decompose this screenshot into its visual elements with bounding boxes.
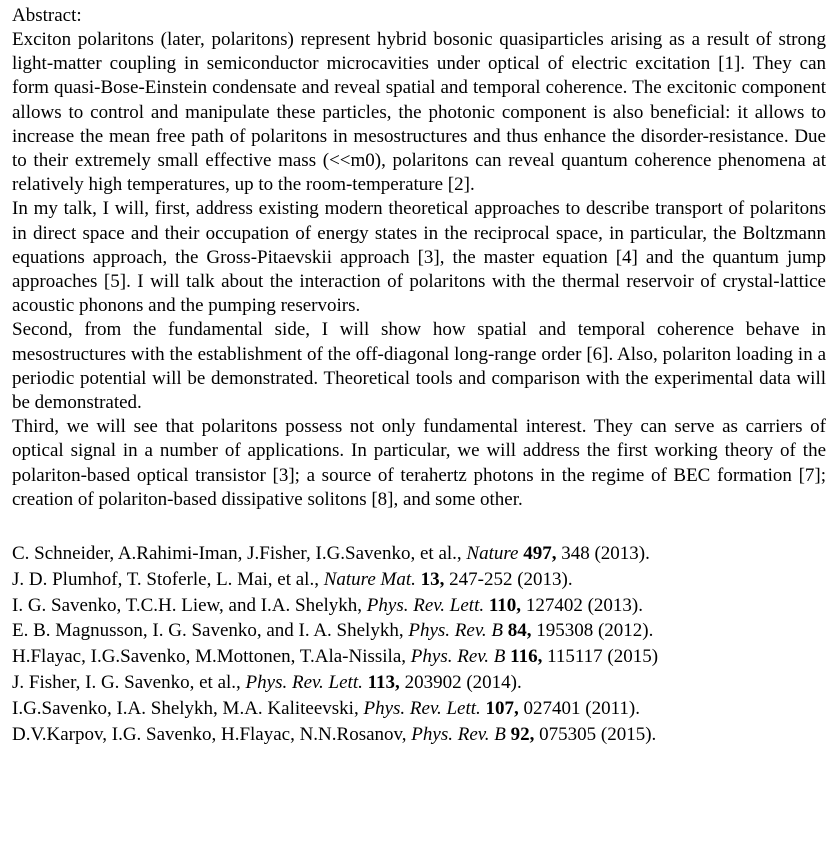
reference-volume: 116, (505, 646, 543, 668)
reference-journal: Nature Mat. (323, 568, 416, 590)
reference-authors: C. Schneider, A.Rahimi-Iman, J.Fisher, I.G.Savenko, et al., (12, 543, 467, 565)
section-gap (12, 512, 826, 536)
reference-authors: H.Flayac, I.G.Savenko, M.Mottonen, T.Ala-Nissila, (12, 646, 411, 668)
reference-item (12, 618, 826, 644)
reference-item (12, 593, 826, 619)
reference-authors: J. Fisher, I. G. Savenko, et al., (12, 672, 246, 694)
reference-journal: Phys. Rev. B (411, 723, 506, 745)
reference-pages-year: 203902 (2014). (399, 672, 522, 694)
reference-authors: I. G. Savenko, T.C.H. Liew, and I.A. Shelykh, (12, 594, 367, 616)
reference-item (12, 696, 826, 722)
reference-journal: Nature (466, 543, 519, 565)
reference-item (12, 541, 826, 567)
reference-item (12, 722, 826, 748)
reference-authors: D.V.Karpov, I.G. Savenko, H.Flayac, N.N.Rosanov, (12, 723, 412, 745)
reference-journal: Phys. Rev. Lett. (363, 697, 481, 719)
abstract-paragraph-1: Exciton polaritons (later, polaritons) represent hybrid bosonic quasiparticles arising as a result of strong light-matter coupling in semiconductor microcavities under optical of electric excitation [1]. They can form quasi-Bose-Einstein condensate and reveal spatial and temporal coherence. The excitonic component allows to control and manipulate these particles, the photonic component is also beneficial: it allows to increase the mean free path of polaritons in mesostructures and thus enhance the disorder-resistance. Due to their extremely small effective mass (<<m0), polaritons can reveal quantum coherence phenomena at relatively high temperatures, up to the room-temperature [2]. (12, 29, 826, 196)
reference-volume: 84, (502, 620, 532, 642)
reference-volume: 497, (518, 543, 557, 565)
reference-authors: I.G.Savenko, I.A. Shelykh, M.A. Kaliteevski, (12, 697, 364, 719)
reference-volume: 110, (484, 594, 522, 616)
abstract-paragraph-4: Third, we will see that polaritons possess not only fundamental interest. They can serve as carriers of optical signal in a number of applications. In particular, we will address the first working theory of the polariton-based optical transistor [3]; a source of terahertz photons in the regime of BEC formation [7]; creation of polariton-based dissipative solitons [8], and some other. (12, 416, 826, 510)
reference-pages-year: 348 (2013). (556, 543, 650, 565)
reference-journal: Phys. Rev. B (410, 646, 506, 668)
reference-pages-year: 027401 (2011). (518, 697, 640, 719)
reference-volume: 113, (362, 672, 400, 694)
abstract-paragraph-3: Second, from the fundamental side, I will show how spatial and temporal coherence behave in mesostructures with the establishment of the off-diagonal long-range order [6]. Also, polariton loading in a periodic potential will be demonstrated. Theoretical tools and comparison with the experimental data will be demonstrated. (12, 319, 826, 414)
reference-volume: 107, (480, 697, 519, 719)
reference-pages-year: 247-252 (2013). (444, 568, 573, 590)
reference-volume: 92, (505, 723, 535, 745)
reference-authors: E. B. Magnusson, I. G. Savenko, and I. A. Shelykh, (12, 620, 409, 642)
abstract-heading: Abstract: (12, 5, 82, 26)
reference-pages-year: 195308 (2012). (531, 620, 654, 642)
reference-item (12, 644, 826, 670)
reference-journal: Phys. Rev. Lett. (366, 594, 485, 616)
reference-list (12, 541, 826, 747)
abstract-paragraph-2: In my talk, I will, first, address existing modern theoretical approaches to describe transport of polaritons in direct space and their occupation of energy states in the reciprocal space, in particular, the Boltzmann equations approach, the Gross-Pitaevskii approach [3], the master equation [4] and the quantum jump approaches [5]. I will talk about the interaction of polaritons with the thermal reservoir of crystal-lattice acoustic phonons and the pumping reservoirs. (12, 198, 826, 317)
reference-journal: Phys. Rev. Lett. (245, 672, 363, 694)
reference-pages-year: 075305 (2015). (534, 723, 657, 745)
reference-item (12, 670, 826, 696)
reference-pages-year: 115117 (2015) (542, 646, 659, 668)
reference-item (12, 567, 826, 593)
reference-volume: 13, (415, 568, 445, 590)
reference-pages-year: 127402 (2013). (521, 594, 643, 616)
reference-authors: J. D. Plumhof, T. Stoferle, L. Mai, et al., (12, 568, 324, 590)
reference-journal: Phys. Rev. B (408, 620, 503, 642)
